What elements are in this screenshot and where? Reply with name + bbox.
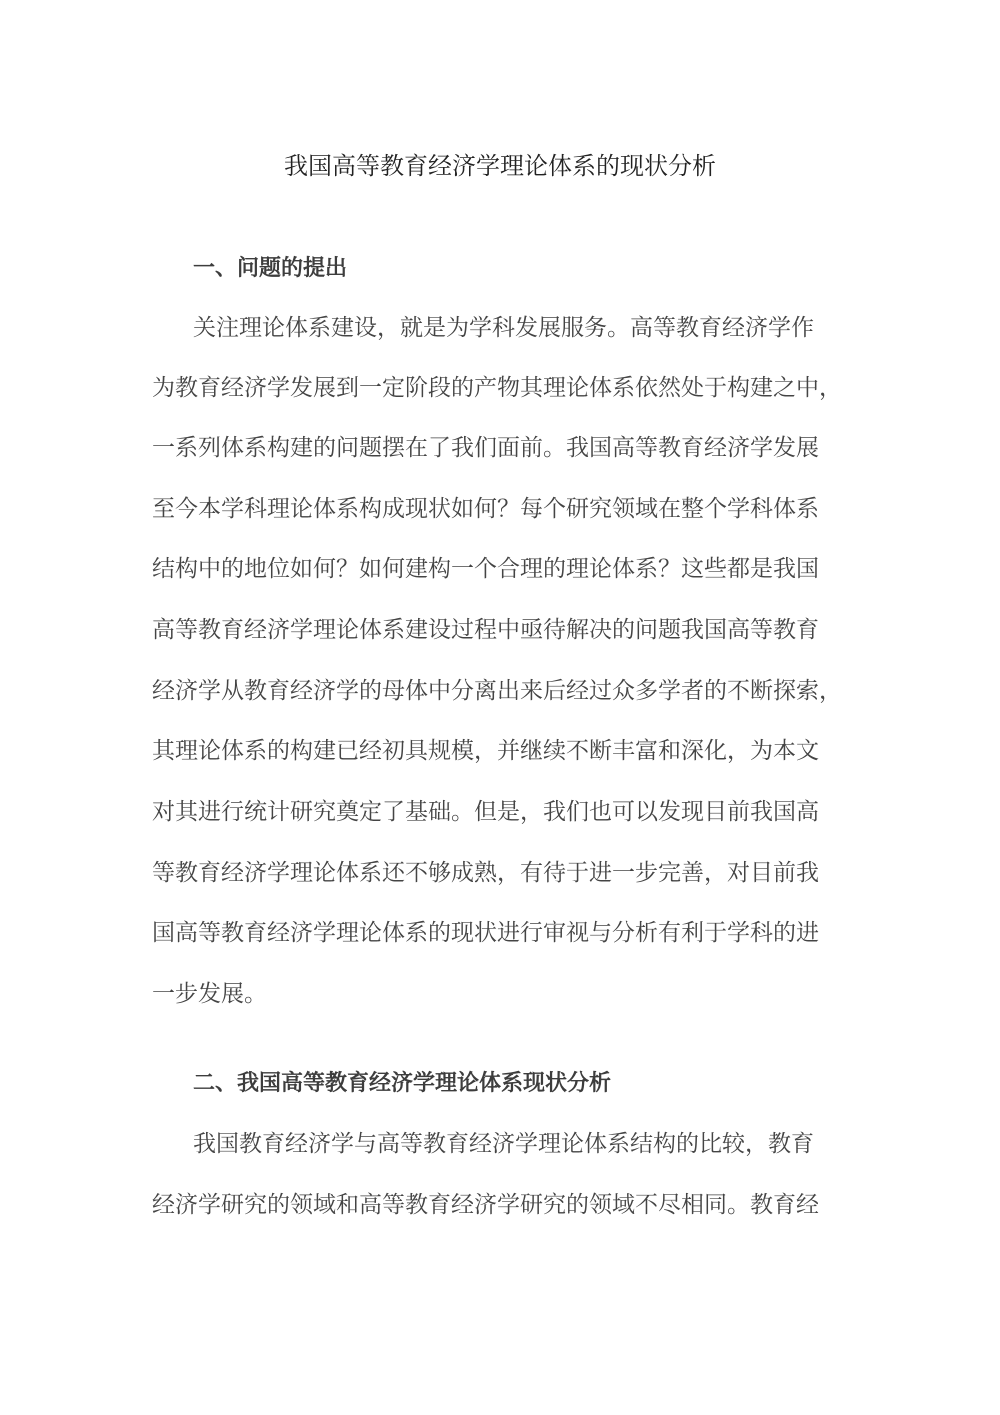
paragraph-line: 等教育经济学理论体系还不够成熟，有待于进一步完善，对目前我 xyxy=(152,860,819,886)
paragraph-line: 关注理论体系建设，就是为学科发展服务。高等教育经济学作 xyxy=(193,315,814,341)
paragraph-line: 经济学研究的领域和高等教育经济学研究的领域不尽相同。教育经 xyxy=(152,1192,819,1218)
paragraph-line: 对其进行统计研究奠定了基础。但是，我们也可以发现目前我国高 xyxy=(152,799,819,825)
paragraph-line: 结构中的地位如何？如何建构一个合理的理论体系？这些都是我国 xyxy=(152,556,819,582)
document-title: 我国高等教育经济学理论体系的现状分析 xyxy=(284,152,716,180)
paragraph-line: 为教育经济学发展到一定阶段的产物其理论体系依然处于构建之中， xyxy=(152,375,842,401)
section-heading-1: 一、问题的提出 xyxy=(193,256,348,281)
paragraph-line: 高等教育经济学理论体系建设过程中亟待解决的问题我国高等教育 xyxy=(152,617,819,643)
paragraph-line: 至今本学科理论体系构成现状如何？每个研究领域在整个学科体系 xyxy=(152,496,819,522)
paragraph-line: 一步发展。 xyxy=(152,981,267,1007)
paragraph-line: 国高等教育经济学理论体系的现状进行审视与分析有利于学科的进 xyxy=(152,920,819,946)
paragraph-line: 其理论体系的构建已经初具规模，并继续不断丰富和深化，为本文 xyxy=(152,738,819,764)
section-heading-2: 二、我国高等教育经济学理论体系现状分析 xyxy=(193,1071,612,1096)
paragraph-line: 我国教育经济学与高等教育经济学理论体系结构的比较，教育 xyxy=(193,1131,814,1157)
paragraph-line: 经济学从教育经济学的母体中分离出来后经过众多学者的不断探索， xyxy=(152,678,842,704)
paragraph-line: 一系列体系构建的问题摆在了我们面前。我国高等教育经济学发展 xyxy=(152,435,819,461)
